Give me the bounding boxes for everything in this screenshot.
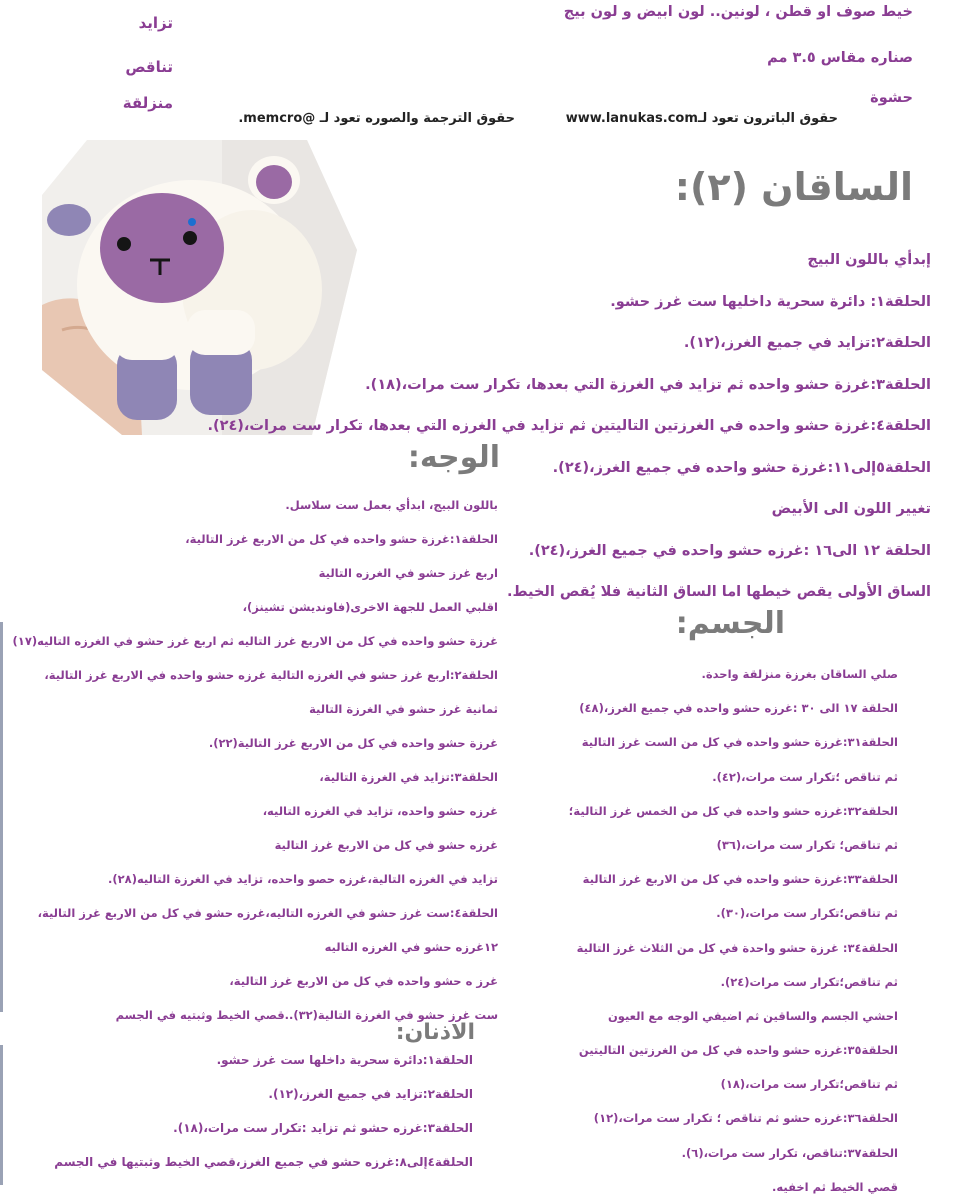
- body-line: صلي الساقان بغرزة منزلقة واحدة.: [701, 667, 898, 681]
- face-line: الحلقة٢:اربع غرز حشو في الغرزه التالية غرزه حشو واحده في الاربع غرز التالية،: [44, 668, 498, 682]
- body-line: الحلقة ١٧ الى ٣٠ :غرزه حشو واحده في جميع الغرز،(٤٨): [579, 701, 898, 716]
- body-line: الحلقة٣٢:غرزه حشو واحده في كل من الخمس غرز التالية؛: [568, 803, 898, 818]
- face-line: باللون البيج، ابدأي بعمل ست سلاسل.: [285, 498, 498, 512]
- body-line: ثم تناقص ؛تكرار ست مرات،(٤٢).: [712, 769, 898, 784]
- face-line: غرز ه حشو واحده في كل من الاربع غرز التالية،: [229, 974, 498, 988]
- material-stuffing: حشوة: [870, 90, 913, 106]
- body-line: الحلقة٣٤: غرزة حشو واحدة في كل من الثلاث غرز التالية: [576, 940, 898, 955]
- material-hook: صناره مقاس ٣.٥ مم: [767, 50, 913, 66]
- face-line: غرزة حشو واحده في كل من الاربع غرز التاليه ثم اربع غرز حشو في الغرزه التاليه(١٧): [12, 634, 498, 648]
- body-line: ثم تناقص؛تكرار ست مرات،(٣٠).: [716, 906, 898, 921]
- face-line: الحلقة٣:تزايد في الغرزة التالية،: [319, 770, 498, 784]
- legs-line: الساق الأولى يقص خيطها اما الساق الثانية فلا يُقص الخيط.: [507, 584, 931, 600]
- ears-instructions: [54, 1043, 473, 1179]
- face-line: اقلبي العمل للجهة الاخرى(فاونديشن تشينز)،: [242, 600, 498, 614]
- face-line: ثمانية غرز حشو في الغرزة التالية: [309, 702, 498, 716]
- face-instructions: [13, 488, 498, 1032]
- abbr-slip-stitch: منزلقة: [122, 94, 173, 112]
- abbr-increase: تزايد: [138, 14, 173, 32]
- face-line: غرزه حشو واحده، تزايد في الغرزه التاليه،: [262, 804, 498, 818]
- ears-line: الحلقة٢:تزايد في جميع الغرز،(١٢).: [268, 1087, 473, 1101]
- credit-translation: حقوق الترجمة والصوره تعود لـ @memcro.: [238, 111, 515, 126]
- legs-line: الحلقة٢:تزايد في جميع الغرز،(١٢).: [683, 335, 931, 351]
- face-line: ١٢غرزه حشو في الغرزه التاليه: [324, 940, 498, 954]
- body-title: الجسم:: [675, 606, 785, 641]
- face-line: غرزه حشو في كل من الاربع غرز التالية: [274, 838, 498, 852]
- legs-line: الحلقة٤:غرزة حشو واحده في الغرزتين التاليتين ثم تزايد في الغرزه التي بعدها، تكرار ست مرات،(٢٤).: [207, 418, 931, 434]
- ears-line: الحلقة٤إلى٨:غرزه حشو في جميع الغرز،قصي الخيط وثبتيها في الجسم: [54, 1155, 473, 1169]
- body-line: احشي الجسم والساقين ثم اضيفي الوجه مع العيون: [607, 1008, 898, 1023]
- face-line: اربع غرز حشو في الغرزه التالية: [318, 566, 498, 580]
- body-line: الحلقة٣١:غرزة حشو واحده في كل من الست غرز التالية: [581, 735, 898, 750]
- legs-line: الحلقة٣:غرزة حشو واحده ثم تزايد في الغرزة التي بعدها، تكرار ست مرات،(١٨).: [365, 376, 931, 393]
- ears-title: الاذنان:: [395, 1020, 475, 1045]
- face-line: تزايد في الغرزه التالية،غرزه حصو واحده، تزايد في الغرزة التاليه(٢٨).: [108, 872, 498, 886]
- ears-line: الحلقة١:دائرة سحرية داخلها ست غرز حشو.: [216, 1053, 473, 1067]
- left-border-line-ears: [0, 1045, 3, 1185]
- ears-line: الحلقة٣:غرزه حشو ثم تزايد :تكرار ست مرات،(١٨).: [173, 1121, 473, 1135]
- material-yarn: خيط صوف او قطن ، لونين.. لون ابيض و لون بيج: [563, 4, 913, 20]
- face-title: الوجه:: [407, 440, 500, 475]
- legs-line: الحلقة١: دائرة سحرية داخليها ست غرز حشو.: [610, 293, 931, 310]
- face-line: غرزة حشو واحده في كل من الاربع غرز التالية(٢٢).: [208, 736, 498, 750]
- left-border-line: [0, 622, 3, 1012]
- body-line: قصي الخيط ثم اخفيه.: [772, 1179, 898, 1194]
- face-line: الحلقة٤:ست غرز حشو في الغرزه التاليه،غرزه حشو في كل من الاربع غرز التالية،: [37, 906, 498, 920]
- body-line: ثم تناقص؛ تكرار ست مرات،(٣٦): [716, 837, 898, 852]
- body-line: الحلقة٣٣:غرزة حشو واحده في كل من الاربع غرز التالية: [582, 872, 898, 887]
- legs-line: الحلقة ١٢ الى١٦ :غرزه حشو واحده في جميع الغرز،(٢٤).: [528, 542, 931, 559]
- legs-line: إبدأي باللون البيج: [807, 252, 931, 268]
- legs-line: الحلقة٥إلى١١:غرزة حشو واحده في جميع الغرز،(٢٤).: [552, 459, 931, 476]
- abbr-decrease: تناقص: [125, 58, 173, 76]
- body-instructions: [569, 657, 898, 1204]
- body-line: الحلقة٣٧:تناقص، تكرار ست مرات،(٦).: [681, 1145, 898, 1160]
- credit-pattern: حقوق الباترون تعود لـwww.lanukas.com: [565, 111, 838, 126]
- face-line: ست غرز حشو في الغرزة التالية(٣٢)..قصي الخيط وثبتيه في الجسم: [115, 1008, 498, 1022]
- body-line: ثم تناقص؛تكرار ست مرات،(١٨): [720, 1077, 898, 1092]
- legs-line: تغيير اللون الى الأبيض: [771, 501, 931, 517]
- body-line: الحلقة٣٥:غرزه حشو واحده في كل من الغرزتين التاليتين: [578, 1043, 898, 1058]
- body-line: الحلقة٣٦:غرزه حشو ثم تناقص ؛ تكرار ست مرات،(١٢): [593, 1111, 898, 1126]
- face-line: الحلقة١:غرزة حشو واحده في كل من الاربع غرز التالية،: [185, 532, 498, 546]
- body-line: ثم تناقص؛تكرار ست مرات(٢٤).: [720, 974, 898, 989]
- legs-title: الساقان (٢):: [674, 165, 913, 209]
